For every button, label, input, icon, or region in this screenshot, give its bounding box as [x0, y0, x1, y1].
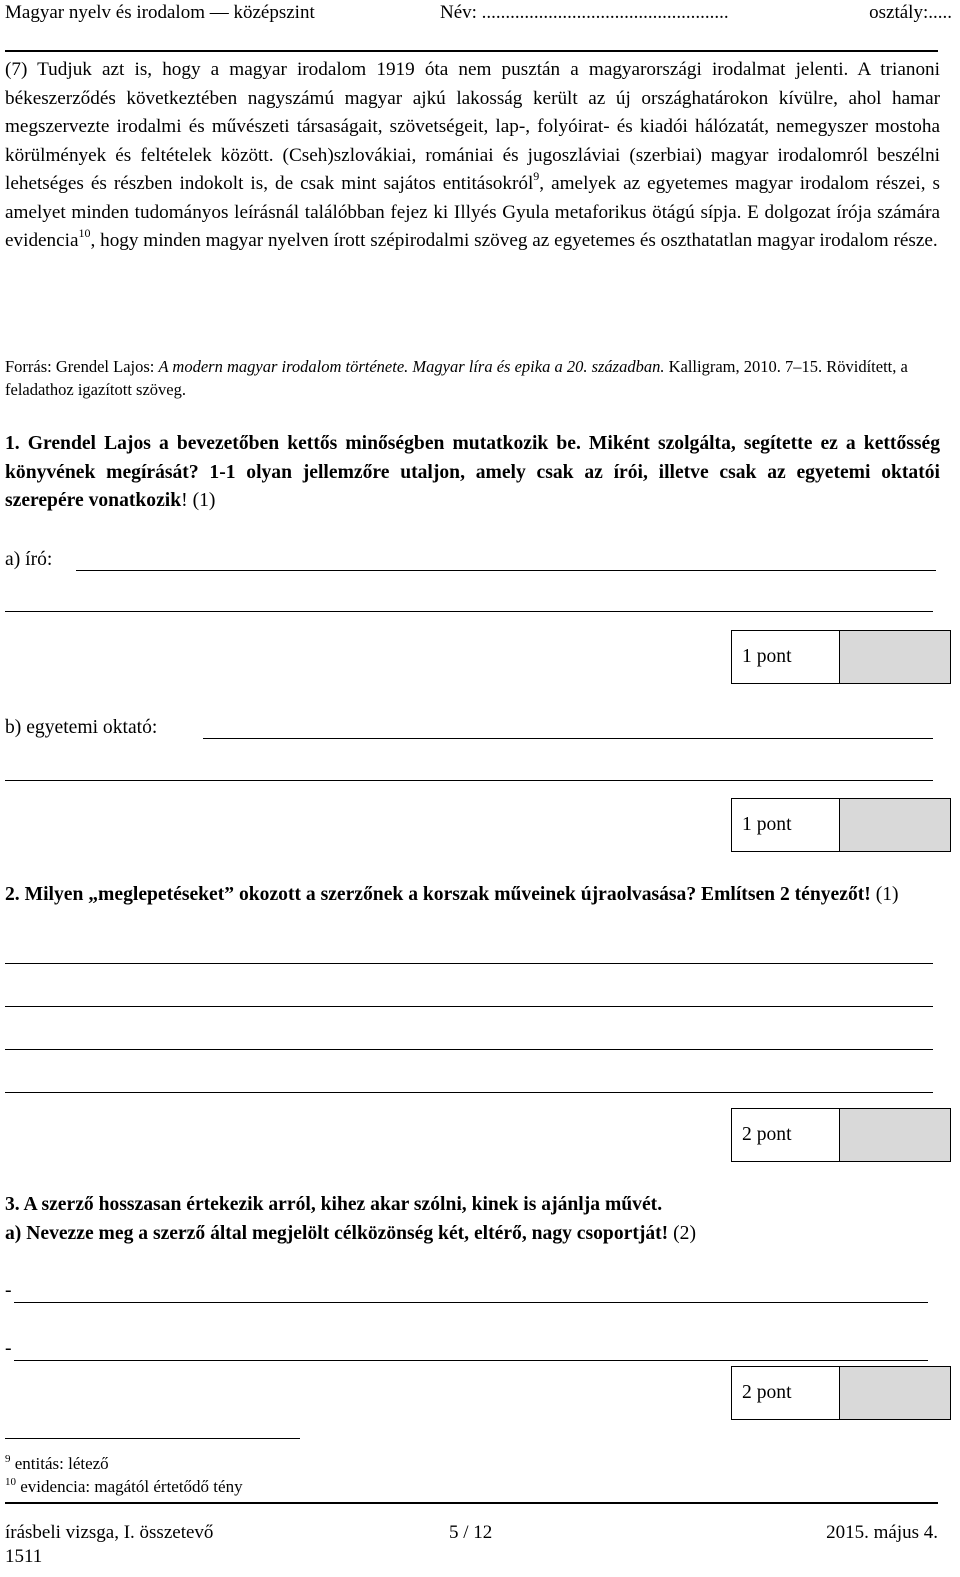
- score-box-1b: [731, 798, 951, 852]
- passage-part-2: , amelyek az egyetemes magyar irodalom részei, s amelyet minden tudományos leírásnál találóbban fejez ki Illyés Gyula metaforikus ötágú sípja. E dolgozat írója számára evidencia: [5, 173, 940, 251]
- answer-b-label: b) egyetemi oktató:: [5, 717, 158, 738]
- footnote-number: 10: [5, 1476, 16, 1488]
- question-1: [5, 430, 940, 516]
- question-3a-points: (2): [668, 1222, 696, 1244]
- footnote-number: 9: [5, 1453, 11, 1465]
- question-3-text: 3. A szerző hosszasan értekezik arról, kihez akar szólni, kinek is ajánlja művét.: [5, 1194, 663, 1215]
- exam-part-label: írásbeli vizsga, I. összetevő: [5, 1522, 214, 1543]
- name-field-label: Név: ....................................................: [440, 2, 729, 23]
- page-number: 5 / 12: [449, 1522, 493, 1543]
- question-2-text: 2. Milyen „meglepetéseket” okozott a szerzőnek a korszak műveinek újraolvasása? Említsen 2 tényezőt!: [5, 884, 871, 905]
- source-title: A modern magyar irodalom története. Magyar líra és epika a 20. században.: [158, 357, 665, 376]
- score-box-label: 2 pont: [732, 1109, 840, 1161]
- score-box-2: [731, 1108, 951, 1162]
- question-2-points: (1): [870, 884, 899, 905]
- answer-3a-line-1[interactable]: [14, 1302, 928, 1303]
- source-prefix: Forrás: Grendel Lajos:: [5, 357, 159, 376]
- class-field-label: osztály:.....: [869, 2, 952, 23]
- passage-text: [5, 56, 940, 256]
- answer-2-line-1[interactable]: [5, 963, 933, 964]
- page-header: [5, 0, 952, 32]
- score-box-field[interactable]: [840, 1367, 950, 1419]
- source-citation: [5, 355, 940, 401]
- footnote-10: [5, 1476, 243, 1498]
- score-box-field[interactable]: [840, 631, 950, 683]
- answer-b-line-2[interactable]: [5, 780, 933, 781]
- question-3a-text: a) Nevezze meg a szerző által megjelölt célközönség két, eltérő, nagy csoportját!: [5, 1222, 669, 1244]
- score-box-field[interactable]: [840, 1109, 950, 1161]
- answer-a-line-2[interactable]: [5, 611, 933, 612]
- answer-2-line-3[interactable]: [5, 1049, 933, 1050]
- passage-part-1: (7) Tudjuk azt is, hogy a magyar irodalom 1919 óta nem pusztán a magyarországi irodalmat jelenti. A trianoni békeszerződés következtében nagyszámú magyar ajkú lakosság került az új országhatárokon kívülre, ahol hamar megszervezte irodalmi és művészeti társaságait, szövetségeit, lap-, folyóirat- és kiadói hálózatát, nemegyszer mostoha körülmények és feltételek között. (Cseh)szlovákiai, romániai és jugoszláviai (szerbiai) magyar irodalomról beszélni lehetséges és részben indokolt is, de csak mint sajátos entitásokról: [5, 59, 940, 194]
- question-1-points: ! (1): [181, 490, 216, 511]
- header-rule: [5, 50, 938, 52]
- exam-date: 2015. május 4.: [826, 1522, 938, 1543]
- question-3: [5, 1191, 940, 1248]
- answer-2-line-4[interactable]: [5, 1092, 933, 1093]
- footnote-text: evidencia: magától értetődő tény: [16, 1477, 243, 1496]
- question-1-text: 1. Grendel Lajos a bevezetőben kettős minőségben mutatkozik be. Miként szolgálta, segítette ez a kettősség könyvének megírását? 1-1 olyan jellemzőre utaljon, amely csak az írói, illetve csak az egyetemi oktatói szerepére vonatkozik: [5, 433, 940, 511]
- score-box-1a: [731, 630, 951, 684]
- answer-3a-dash-2: -: [5, 1338, 12, 1359]
- answer-2-line-2[interactable]: [5, 1006, 933, 1007]
- question-2: [5, 881, 940, 910]
- footnote-separator: [5, 1438, 300, 1439]
- score-box-label: 2 pont: [732, 1367, 840, 1419]
- score-box-field[interactable]: [840, 799, 950, 851]
- footnote-ref-10: 10: [78, 226, 91, 240]
- footnote-text: entitás: létező: [10, 1454, 109, 1473]
- answer-a-label: a) író:: [5, 549, 53, 570]
- subject-title: Magyar nyelv és irodalom — középszint: [5, 2, 315, 23]
- score-box-3a: [731, 1366, 951, 1420]
- passage-part-3: , hogy minden magyar nyelven írott szépirodalmi szöveg az egyetemes és oszthatatlan magyar irodalom része.: [90, 230, 938, 251]
- footnote-9: [5, 1453, 109, 1475]
- score-box-label: 1 pont: [732, 799, 840, 851]
- exam-code: 1511: [5, 1546, 43, 1567]
- score-box-label: 1 pont: [732, 631, 840, 683]
- answer-3a-dash-1: -: [5, 1280, 12, 1301]
- answer-b-line-1[interactable]: [203, 738, 933, 739]
- footnote-ref-9: 9: [533, 169, 540, 183]
- answer-3a-line-2[interactable]: [14, 1360, 928, 1361]
- footer-rule: [5, 1502, 938, 1504]
- answer-a-line-1[interactable]: [76, 570, 936, 571]
- source-suffix: Kalligram, 2010. 7–15. Rövidített, a feladathoz igazított szöveg.: [5, 357, 908, 399]
